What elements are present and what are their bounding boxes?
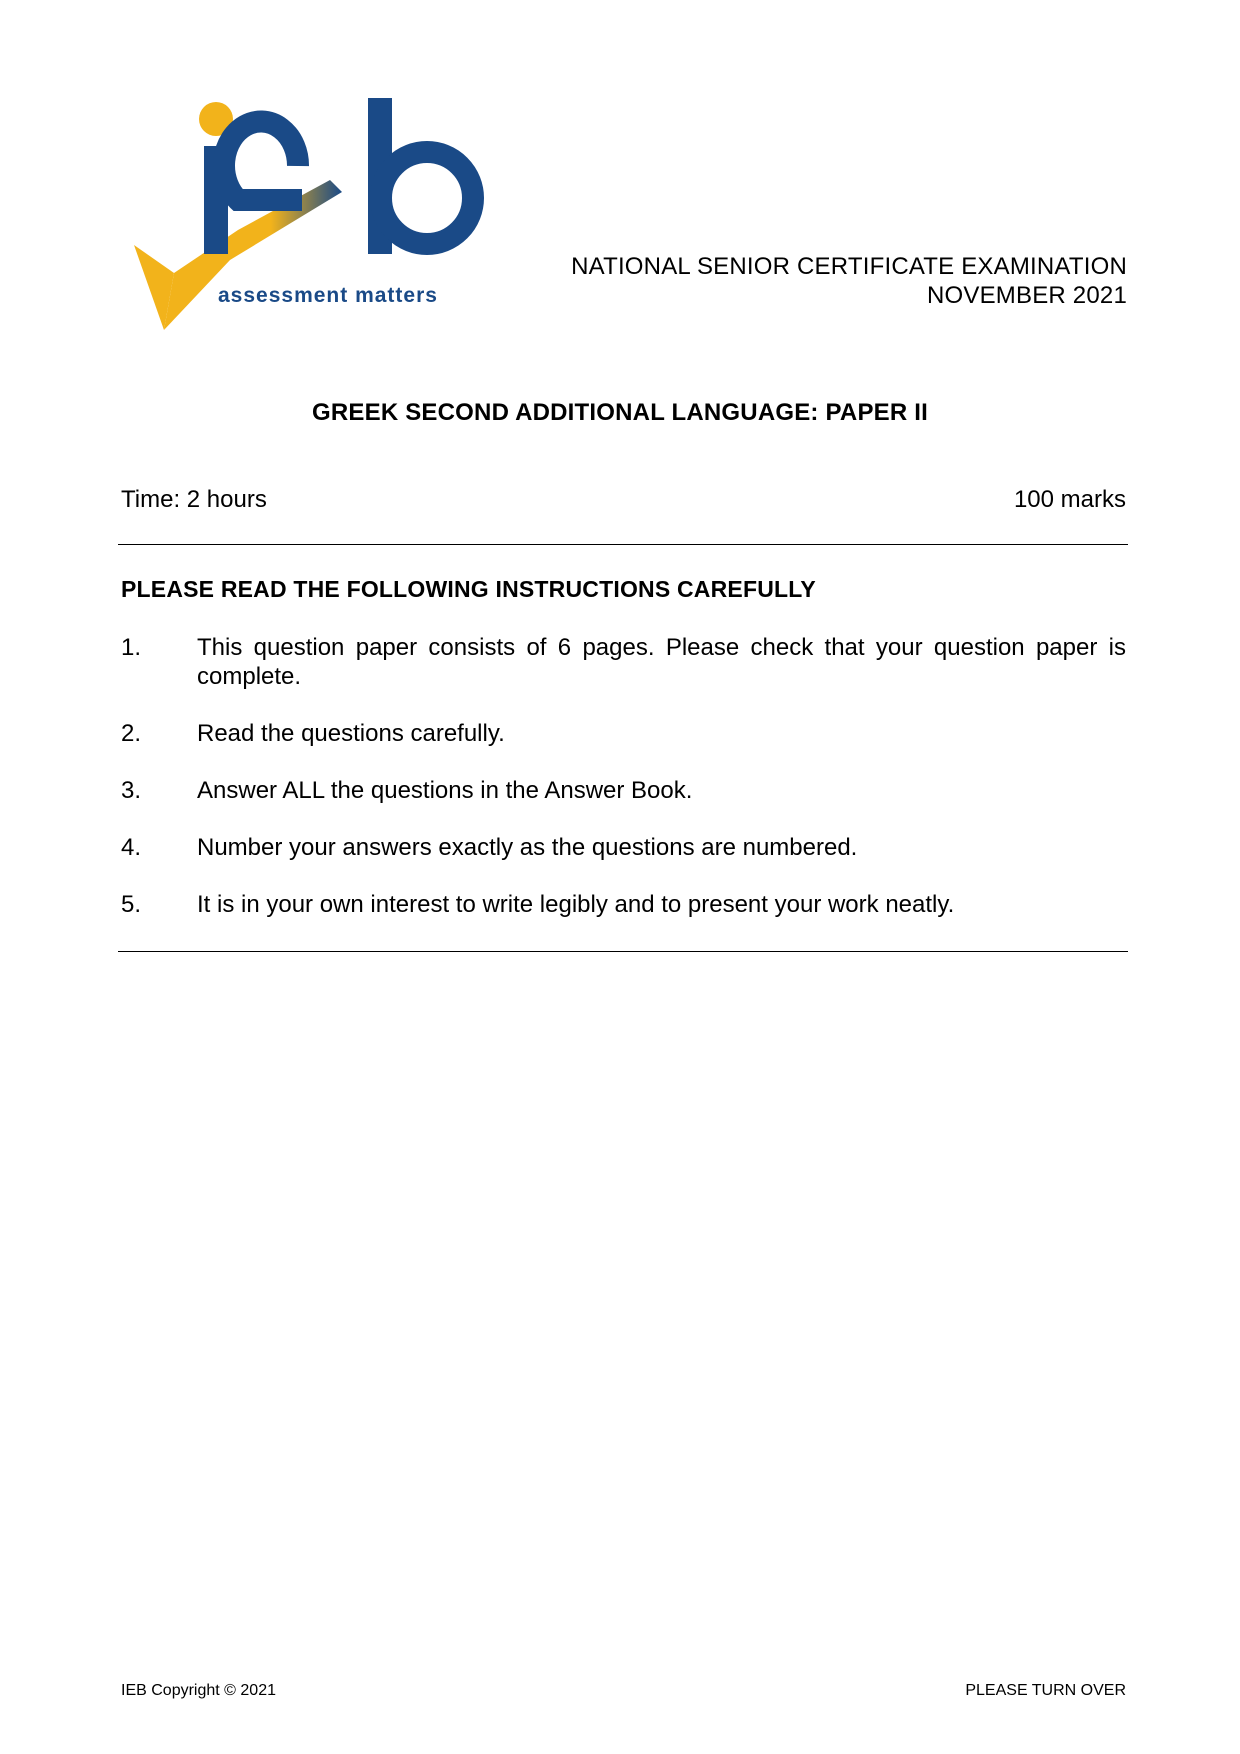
turn-over-note: PLEASE TURN OVER — [965, 1682, 1126, 1699]
instruction-item — [121, 776, 1126, 805]
paper-title: GREEK SECOND ADDITIONAL LANGUAGE: PAPER II — [312, 399, 928, 426]
exam-name: NATIONAL SENIOR CERTIFICATE EXAMINATION — [571, 253, 1127, 280]
instruction-number: 3. — [121, 777, 142, 804]
exam-date: NOVEMBER 2021 — [926, 282, 1127, 309]
instruction-text: It is in your own interest to write legibly and to present your work neatly. — [197, 891, 955, 918]
instruction-item — [121, 633, 1126, 691]
exam-header — [571, 252, 1127, 310]
instructions-heading: PLEASE READ THE FOLLOWING INSTRUCTIONS CAREFULLY — [121, 576, 816, 602]
logo-tagline: assessment matters — [218, 284, 438, 307]
copyright: IEB Copyright © 2021 — [121, 1682, 276, 1699]
instruction-text: Read the questions carefully. — [197, 720, 505, 747]
instruction-text: Number your answers exactly as the questions are numbered. — [197, 834, 858, 861]
instruction-item — [121, 890, 1126, 919]
divider-bottom — [118, 951, 1128, 952]
instruction-number: 2. — [121, 720, 142, 747]
page-footer — [121, 1682, 1126, 1700]
total-marks: 100 marks — [1013, 486, 1126, 513]
instruction-item — [121, 719, 1126, 748]
ieb-logo — [120, 88, 505, 358]
divider-top — [118, 544, 1128, 545]
paper-meta — [121, 486, 1126, 514]
instruction-number: 1. — [121, 634, 142, 661]
instruction-number: 5. — [121, 891, 142, 918]
instruction-text: This question paper consists of 6 pages. Please check that your question paper is complete. — [197, 634, 1126, 690]
instruction-item — [121, 833, 1126, 862]
instruction-text: Answer ALL the questions in the Answer Book. — [197, 777, 693, 804]
instruction-number: 4. — [121, 834, 142, 861]
time-allowed: Time: 2 hours — [121, 486, 267, 513]
instructions-list — [121, 633, 1126, 947]
